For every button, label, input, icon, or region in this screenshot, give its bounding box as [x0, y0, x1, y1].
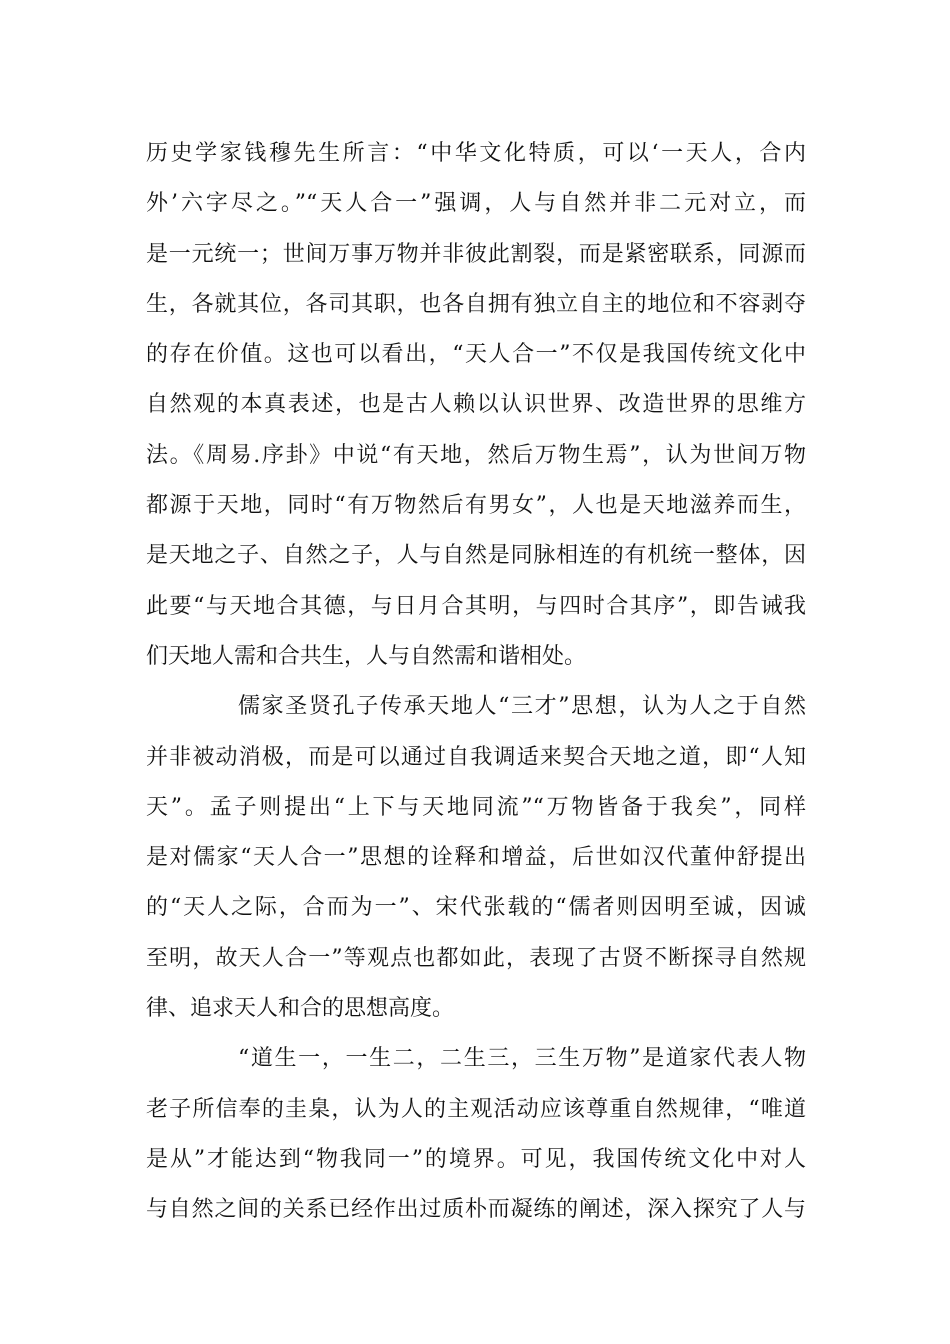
paragraph-3	[146, 1034, 806, 1235]
paragraph-1	[146, 129, 806, 682]
text-line: 的“天人之际，合而为一”、宋代张载的“儒者则因明至诚，因诚	[146, 895, 806, 921]
paragraph-2	[146, 682, 806, 1034]
text-line: 律、追求天人和合的思想高度。	[146, 996, 455, 1022]
text-line: 都源于天地，同时“有万物然后有男女”，人也是天地滋养而生，	[146, 493, 806, 519]
text-line: 是从”才能达到“物我同一”的境界。可见，我国传统文化中对人	[146, 1146, 806, 1172]
text-line: 是天地之子、自然之子，人与自然是同脉相连的有机统一整体，因	[146, 543, 806, 569]
text-line: 并非被动消极，而是可以通过自我调适来契合天地之道，即“人知	[146, 744, 806, 770]
text-line: 的存在价值。这也可以看出，“天人合一”不仅是我国传统文化中	[146, 342, 806, 368]
text-line: 们天地人需和合共生，人与自然需和谐相处。	[146, 643, 587, 669]
text-line: 法。《周易.序卦》中说“有天地，然后万物生焉”，认为世间万物	[146, 442, 806, 468]
text-line: 与自然之间的关系已经作出过质朴而凝练的阐述，深入探究了人与	[146, 1197, 806, 1223]
text-line: 至明，故天人合一”等观点也都如此，表现了古贤不断探寻自然规	[146, 945, 806, 971]
text-line: 是对儒家“天人合一”思想的诠释和增益，后世如汉代董仲舒提出	[146, 845, 806, 871]
text-line: 老子所信奉的圭臬，认为人的主观活动应该尊重自然规律，“唯道	[146, 1096, 806, 1122]
text-line: 此要“与天地合其德，与日月合其明，与四时合其序”，即告诫我	[146, 593, 806, 619]
text-line: 儒家圣贤孔子传承天地人“三才”思想，认为人之于自然	[238, 694, 806, 720]
text-line: 自然观的本真表述，也是古人赖以认识世界、改造世界的思维方	[146, 392, 806, 418]
text-line: 生，各就其位，各司其职，也各自拥有独立自主的地位和不容剥夺	[146, 291, 806, 317]
text-line: 是一元统一；世间万事万物并非彼此割裂，而是紧密联系，同源而	[146, 241, 806, 267]
document-body	[146, 129, 806, 1236]
text-line: 历史学家钱穆先生所言：“中华文化特质，可以‘一天人，合内	[146, 141, 806, 166]
text-line: “道生一，一生二，二生三，三生万物”是道家代表人物	[238, 1046, 806, 1072]
text-line: 天”。孟子则提出“上下与天地同流”“万物皆备于我矣”，同样	[146, 794, 806, 820]
text-line: 外’六字尽之。”“天人合一”强调，人与自然并非二元对立，而	[146, 191, 806, 217]
